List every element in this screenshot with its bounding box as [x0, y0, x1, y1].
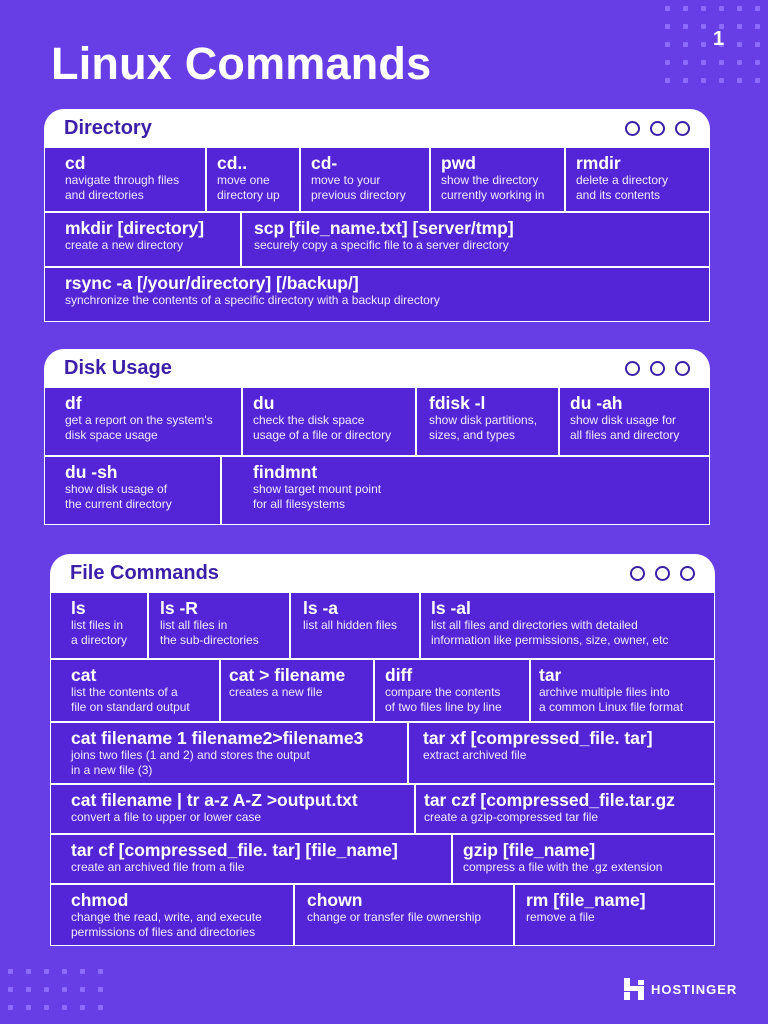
command-name: gzip [file_name]	[463, 840, 596, 860]
page-number: 1	[713, 28, 725, 50]
command-name: tar xf [compressed_file. tar]	[423, 728, 653, 748]
window-dots-icon	[625, 121, 690, 136]
command-cell	[417, 388, 558, 455]
command-description: securely copy a specific file to a server directory	[254, 238, 509, 252]
command-description: creates a new file	[229, 685, 323, 699]
section-title: Disk Usage	[64, 356, 172, 379]
decor-dots-bottom-left	[8, 969, 103, 1010]
command-name: mkdir [directory]	[65, 218, 205, 238]
command-description: check the disk space usage of a file or directory	[253, 413, 392, 442]
section-header	[50, 554, 715, 592]
command-cell	[375, 660, 529, 721]
command-cell	[295, 885, 513, 945]
command-description: joins two files (1 and 2) and stores the output in a new file (3)	[71, 748, 310, 777]
command-name: fdisk -l	[429, 393, 486, 413]
command-name: tar czf [compressed_file.tar.gz	[424, 790, 675, 810]
command-description: archive multiple files into a common Linux file format	[539, 685, 684, 714]
command-cell	[409, 723, 714, 783]
command-cell	[51, 785, 414, 833]
command-description: change the read, write, and execute permissions of files and directories	[71, 910, 262, 939]
command-cell	[560, 388, 709, 455]
command-grid	[44, 147, 710, 322]
section-title: File Commands	[70, 561, 219, 584]
command-name: du -ah	[570, 393, 623, 413]
command-cell	[221, 660, 373, 721]
command-description: show disk usage of the current directory	[65, 482, 172, 511]
command-name: tar	[539, 665, 562, 685]
command-name: tar cf [compressed_file. tar] [file_name]	[71, 840, 398, 860]
command-description: show the directory currently working in	[441, 173, 545, 202]
command-description: delete a directory and its contents	[576, 173, 669, 202]
command-cell	[243, 388, 415, 455]
command-cell	[51, 593, 147, 658]
section-header	[44, 109, 710, 147]
command-cell	[301, 148, 429, 211]
command-description: create an archived file from a file	[71, 860, 245, 874]
command-description: navigate through files and directories	[65, 173, 180, 202]
command-description: synchronize the contents of a specific directory with a backup directory	[65, 293, 440, 307]
command-name: scp [file_name.txt] [server/tmp]	[254, 218, 514, 238]
command-name: cat	[71, 665, 97, 685]
window-dots-icon	[630, 566, 695, 581]
command-description: change or transfer file ownership	[307, 910, 482, 924]
section-title: Directory	[64, 116, 152, 139]
command-name: chmod	[71, 890, 129, 910]
section-header	[44, 349, 710, 387]
command-name: rm [file_name]	[526, 890, 646, 910]
command-cell	[45, 213, 240, 266]
command-cell	[222, 457, 709, 524]
command-name: cd	[65, 153, 86, 173]
command-cell	[51, 660, 219, 721]
command-description: list all hidden files	[303, 618, 398, 632]
command-name: cd-	[311, 153, 338, 173]
command-name: chown	[307, 890, 363, 910]
command-name: ls -a	[303, 598, 339, 618]
command-cell	[51, 723, 407, 783]
section-disk-usage	[44, 349, 710, 525]
command-cell	[431, 148, 564, 211]
command-name: ls -R	[160, 598, 198, 618]
command-name: rsync -a [/your/directory] [/backup/]	[65, 273, 359, 293]
command-name: du	[253, 393, 275, 413]
section-directory	[44, 109, 710, 322]
command-description: move one directory up	[217, 173, 280, 202]
brand-name: HOSTINGER	[651, 981, 738, 997]
page-title: Linux Commands	[51, 38, 432, 89]
command-description: get a report on the system's disk space usage	[65, 413, 213, 442]
command-name: du -sh	[65, 462, 118, 482]
command-description: move to your previous directory	[311, 173, 406, 202]
command-name: cd..	[217, 153, 248, 173]
command-name: ls	[71, 598, 86, 618]
command-name: cat filename 1 filename2>filename3	[71, 728, 364, 748]
command-description: list files in a directory	[71, 618, 128, 647]
command-cell	[291, 593, 419, 658]
command-description: compress a file with the .gz extension	[463, 860, 663, 874]
command-cell	[45, 148, 205, 211]
command-name: pwd	[441, 153, 476, 173]
command-description: compare the contents of two files line by line	[385, 685, 502, 714]
command-description: show disk partitions, sizes, and types	[429, 413, 538, 442]
command-name: rmdir	[576, 153, 621, 173]
command-cell	[149, 593, 289, 658]
section-file-commands	[50, 554, 715, 946]
command-cell	[416, 785, 714, 833]
command-description: list all files and directories with detailed information like permissions, size, owner, etc	[431, 618, 669, 647]
command-description: remove a file	[526, 910, 595, 924]
command-cell	[45, 268, 709, 321]
command-cell	[45, 457, 220, 524]
command-cell	[566, 148, 709, 211]
window-dots-icon	[625, 361, 690, 376]
command-cell	[515, 885, 714, 945]
command-description: convert a file to upper or lower case	[71, 810, 262, 824]
command-cell	[45, 388, 241, 455]
command-name: cat filename | tr a-z A-Z >output.txt	[71, 790, 358, 810]
command-description: extract archived file	[423, 748, 527, 762]
command-cell	[453, 835, 714, 883]
command-cell	[421, 593, 714, 658]
command-grid	[50, 592, 715, 946]
command-cell	[531, 660, 714, 721]
hostinger-logo-icon	[624, 978, 644, 1000]
command-cell	[207, 148, 299, 211]
command-name: ls -al	[431, 598, 471, 618]
command-name: findmnt	[253, 462, 318, 482]
command-cell	[51, 885, 293, 945]
command-description: show target mount point for all filesystems	[253, 482, 382, 511]
command-cell	[51, 835, 451, 883]
command-description: list all files in the sub-directories	[160, 618, 259, 647]
command-name: cat > filename	[229, 665, 346, 685]
command-description: show disk usage for all files and directory	[570, 413, 680, 442]
hostinger-logo	[624, 978, 737, 1000]
command-description: create a gzip-compressed tar file	[424, 810, 599, 824]
command-grid	[44, 387, 710, 525]
command-name: diff	[385, 665, 413, 685]
command-name: df	[65, 393, 82, 413]
command-cell	[242, 213, 709, 266]
command-description: list the contents of a file on standard output	[71, 685, 190, 714]
command-description: create a new directory	[65, 238, 184, 252]
